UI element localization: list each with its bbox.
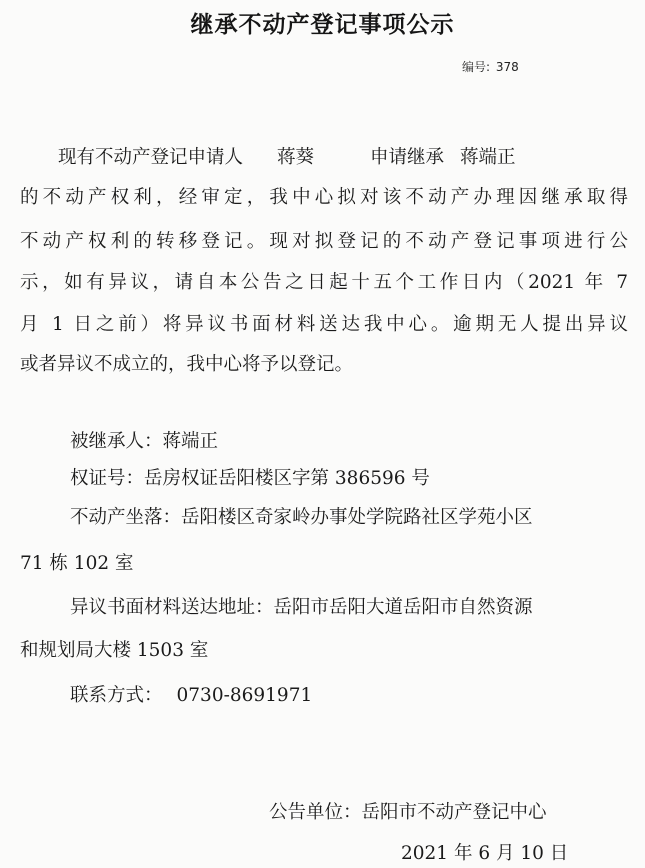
objection-address-label: 异议书面材料送达地址： <box>70 597 274 618</box>
applicant-name: 蒋葵 <box>277 147 315 168</box>
issuing-unit-label: 公告单位： <box>269 802 362 823</box>
location-row-cont: 71 栋 102 室 <box>20 553 134 574</box>
location-row <box>70 504 533 532</box>
contact-row <box>70 682 312 710</box>
decedent-inline: 蒋端正 <box>460 147 516 168</box>
issuing-unit-value: 岳阳市不动产登记中心 <box>361 802 547 823</box>
certificate-row <box>70 465 430 493</box>
objection-address-value: 岳阳市岳阳大道岳阳市自然资源 <box>273 597 533 618</box>
body-line-1 <box>58 144 645 172</box>
body-line-5: 月 1 日之前）将异议书面材料送达我中心。逾期无人提出异议 <box>20 314 628 335</box>
serial-label: 编号: <box>462 60 491 74</box>
body-line-2: 的不动产权利，经审定，我中心拟对该不动产办理因继承取得 <box>20 187 628 208</box>
decedent-row <box>70 428 218 456</box>
objection-address-row-cont: 和规划局大楼 1503 室 <box>20 640 209 661</box>
location-value: 岳阳楼区奇家岭办事处学院路社区学苑小区 <box>181 507 533 528</box>
decedent-label: 被继承人： <box>70 431 163 452</box>
location-label: 不动产坐落： <box>70 507 182 528</box>
certificate-value: 岳房权证岳阳楼区字第 386596 号 <box>144 468 430 489</box>
serial-number <box>462 58 519 75</box>
body-text: 申请继承 <box>370 147 445 168</box>
body-line-6: 或者异议不成立的，我中心将予以登记。 <box>20 354 354 375</box>
issuing-unit <box>269 799 547 827</box>
contact-label: 联系方式： <box>70 685 163 706</box>
contact-phone: 0730-8691971 <box>176 685 313 706</box>
issue-date: 2021 年 6 月 10 日 <box>401 843 569 864</box>
objection-address-row <box>70 594 533 622</box>
decedent-value: 蒋端正 <box>162 431 219 452</box>
body-text: 现有不动产登记申请人 <box>58 147 244 168</box>
certificate-label: 权证号： <box>70 468 145 489</box>
notice-title: 继承不动产登记事项公示 <box>190 12 455 38</box>
body-line-3: 不动产权利的转移登记。现对拟登记的不动产登记事项进行公 <box>20 231 628 252</box>
serial-value: 378 <box>495 60 519 74</box>
body-line-4: 示，如有异议，请自本公告之日起十五个工作日内（2021 年 7 <box>20 272 628 293</box>
